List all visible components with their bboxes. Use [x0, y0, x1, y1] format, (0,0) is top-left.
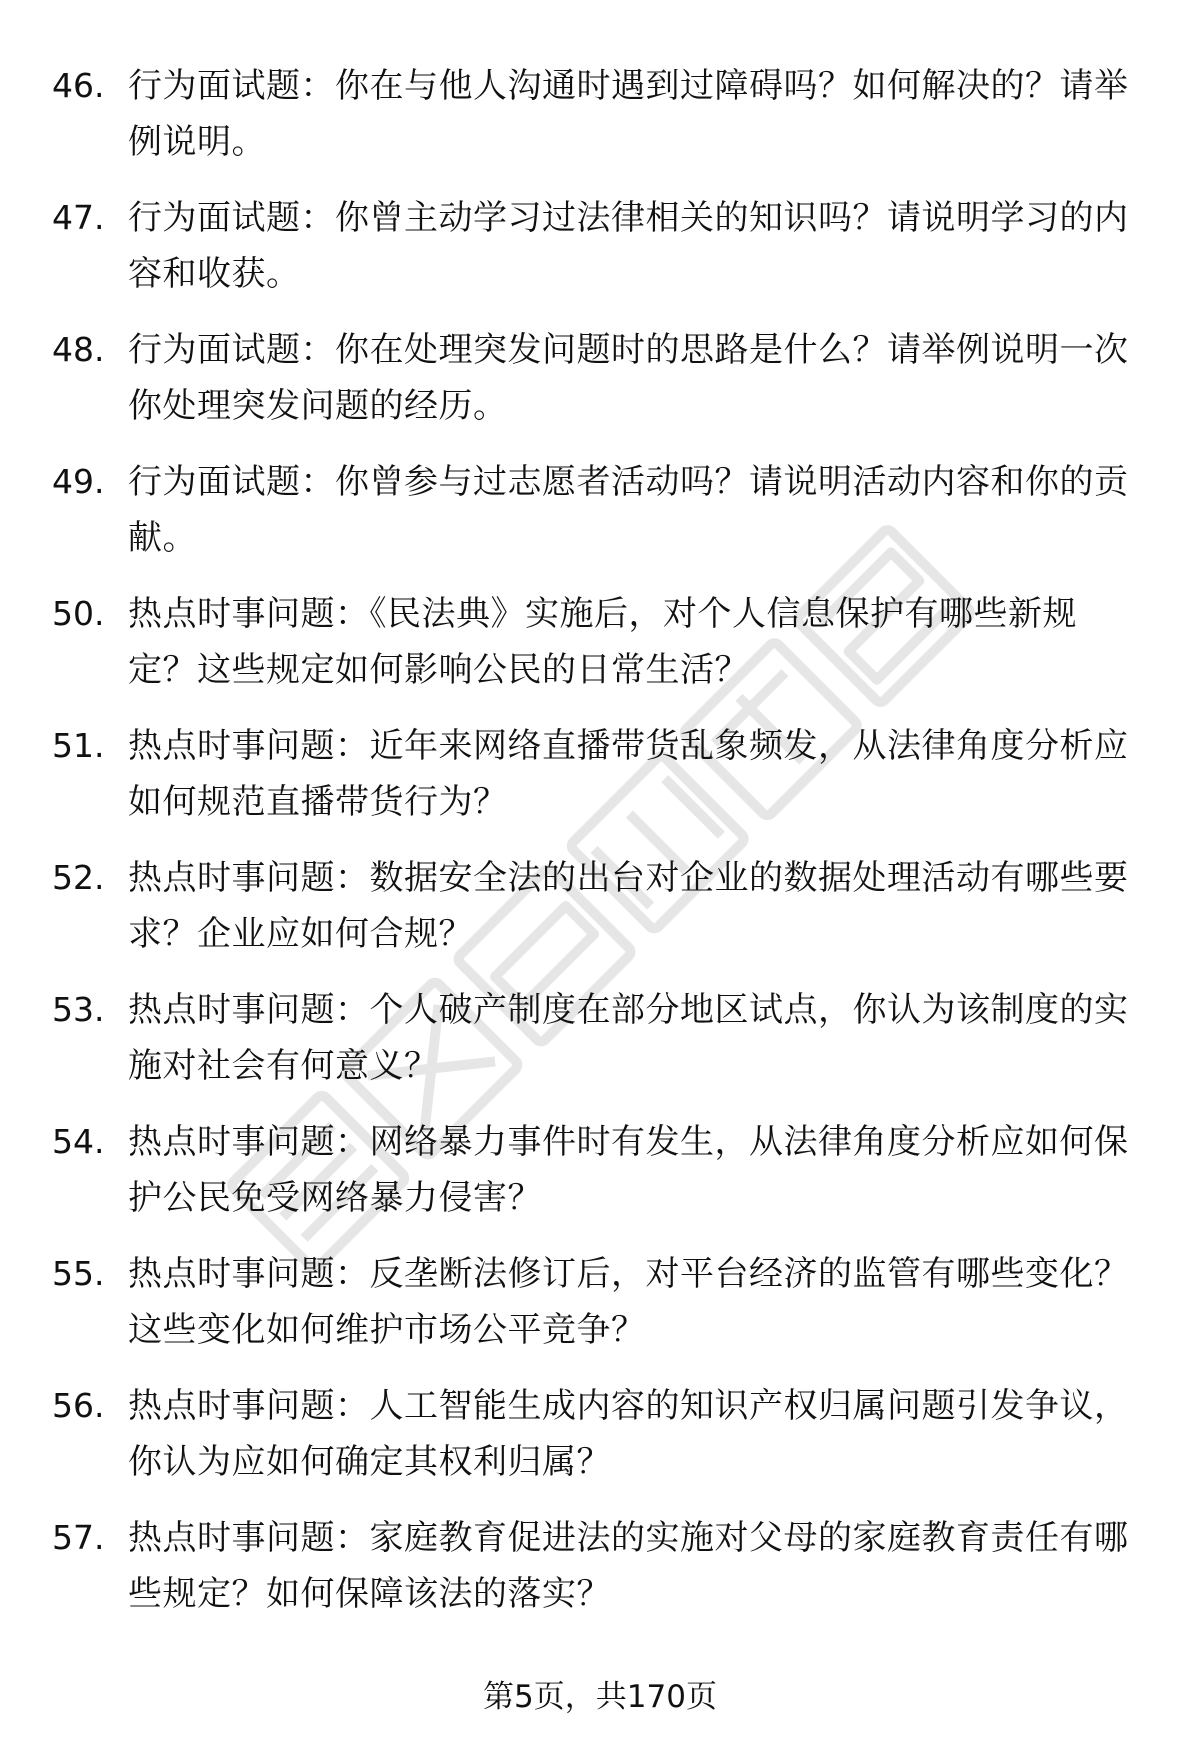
question-item: [0, 1510, 1200, 1642]
question-number: 52.: [52, 858, 105, 897]
question-item: [0, 1378, 1200, 1510]
question-text: 热点时事问题：个人破产制度在部分地区试点，你认为该制度的实施对社会有何意义？: [128, 990, 1129, 1086]
question-item: [0, 190, 1200, 322]
question-item: [0, 1114, 1200, 1246]
question-text: 行为面试题：你在与他人沟通时遇到过障碍吗？如何解决的？请举例说明。: [128, 66, 1129, 162]
question-number: 55.: [52, 1254, 105, 1293]
question-number: 50.: [52, 594, 105, 633]
question-number: 46.: [52, 66, 105, 105]
question-item: [0, 586, 1200, 718]
question-text: 热点时事问题：《民法典》实施后，对个人信息保护有哪些新规定？这些规定如何影响公民的日常生活？: [128, 594, 1077, 690]
question-number: 54.: [52, 1122, 105, 1161]
question-text: 热点时事问题：人工智能生成内容的知识产权归属问题引发争议，你认为应如何确定其权利归属？: [128, 1386, 1129, 1482]
page-number-label: 第5页，共170页: [483, 1679, 717, 1715]
question-number: 49.: [52, 462, 105, 501]
question-text: 行为面试题：你曾参与过志愿者活动吗？请说明活动内容和你的贡献。: [128, 462, 1129, 558]
question-number: 47.: [52, 198, 105, 237]
question-list: [0, 58, 1200, 1642]
question-text: 热点时事问题：近年来网络直播带货乱象频发，从法律角度分析应如何规范直播带货行为？: [128, 726, 1129, 822]
question-text: 热点时事问题：家庭教育促进法的实施对父母的家庭教育责任有哪些规定？如何保障该法的落实？: [128, 1518, 1129, 1614]
question-item: [0, 718, 1200, 850]
question-number: 48.: [52, 330, 105, 369]
question-number: 53.: [52, 990, 105, 1029]
question-number: 51.: [52, 726, 105, 765]
question-item: [0, 1246, 1200, 1378]
question-text: 热点时事问题：数据安全法的出台对企业的数据处理活动有哪些要求？企业应如何合规？: [128, 858, 1129, 954]
question-item: [0, 58, 1200, 190]
question-text: 热点时事问题：网络暴力事件时有发生，从法律角度分析应如何保护公民免受网络暴力侵害？: [128, 1122, 1129, 1218]
question-text: 行为面试题：你曾主动学习过法律相关的知识吗？请说明学习的内容和收获。: [128, 198, 1129, 294]
question-item: [0, 850, 1200, 982]
question-text: 行为面试题：你在处理突发问题时的思路是什么？请举例说明一次你处理突发问题的经历。: [128, 330, 1129, 426]
question-number: 56.: [52, 1386, 105, 1425]
question-number: 57.: [52, 1518, 105, 1557]
question-item: [0, 322, 1200, 454]
question-text: 热点时事问题：反垄断法修订后，对平台经济的监管有哪些变化？这些变化如何维护市场公平竞争？: [128, 1254, 1129, 1350]
question-item: [0, 454, 1200, 586]
page-footer: [0, 1677, 1200, 1717]
question-item: [0, 982, 1200, 1114]
